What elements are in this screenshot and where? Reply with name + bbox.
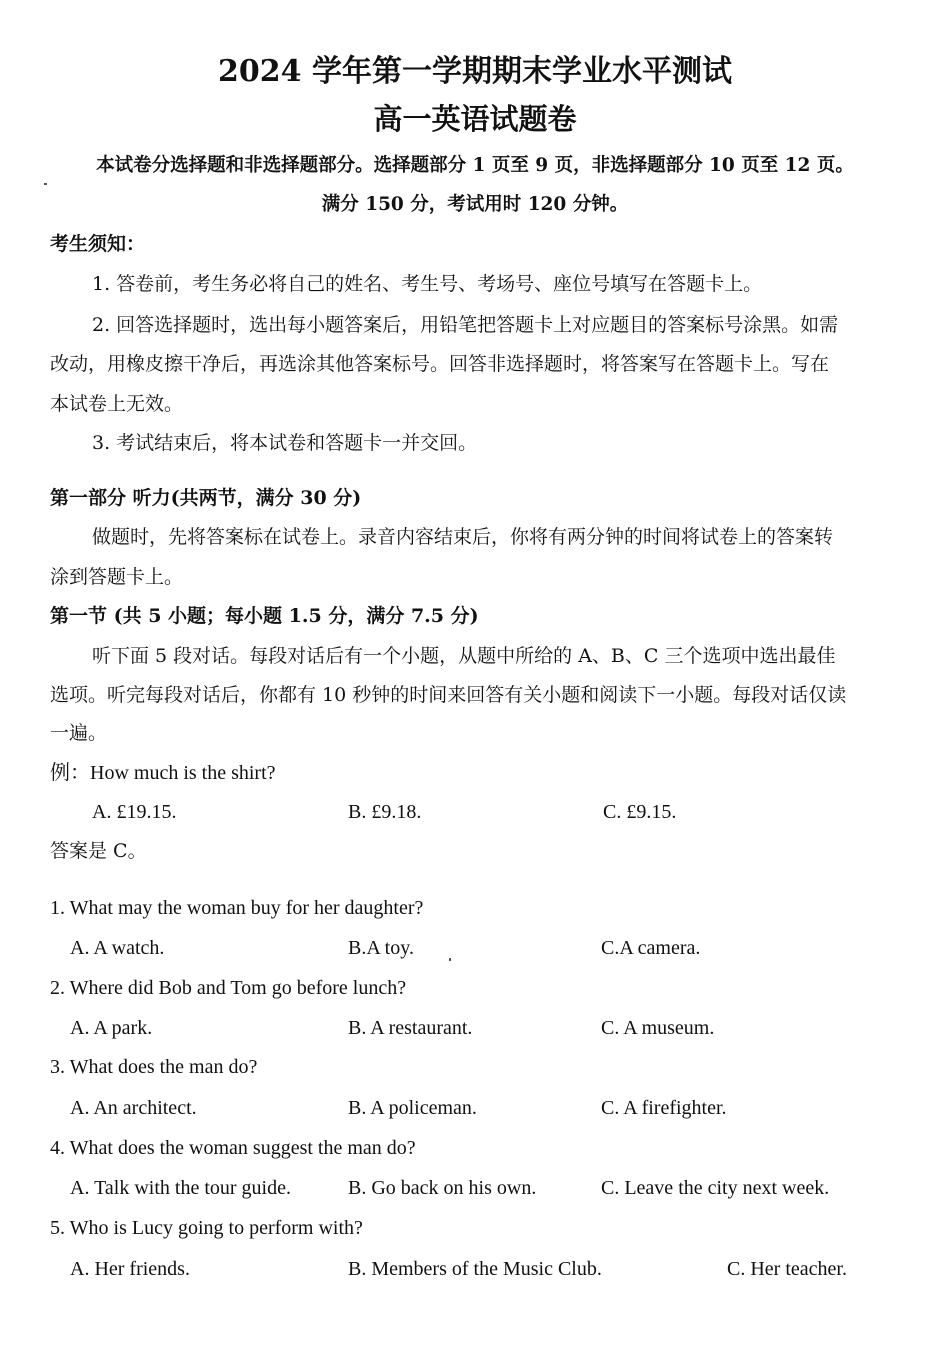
- question-1-option-b: B.A toy.: [348, 937, 414, 959]
- question-1-option-a: A. A watch.: [70, 937, 165, 959]
- notice-item-1: 1. 答卷前，考生务必将自己的姓名、考生号、考场号、座位号填写在答题卡上。: [92, 273, 763, 295]
- question-4-option-c: C. Leave the city next week.: [601, 1177, 830, 1199]
- notice-heading: 考生须知：: [50, 233, 146, 255]
- question-5-option-a: A. Her friends.: [70, 1258, 190, 1280]
- intro-line-1: 本试卷分选择题和非选择题部分。选择题部分 1 页至 9 页，非选择题部分 10 页至 12 页。: [96, 155, 854, 176]
- question-5-option-c: C. Her teacher.: [727, 1258, 847, 1280]
- example-option-a: A. £19.15.: [92, 801, 177, 823]
- question-4-option-a: A. Talk with the tour guide.: [70, 1177, 291, 1199]
- example-answer: 答案是 C。: [50, 840, 147, 862]
- intro-line-2: 满分 150 分，考试用时 120 分钟。: [321, 194, 629, 215]
- example-option-c: C. £9.15.: [603, 801, 677, 823]
- notice-item-2-line-2: 改动，用橡皮擦干净后，再选涂其他答案标号。回答非选择题时，将答案写在答题卡上。写在: [50, 353, 830, 375]
- question-3-option-a: A. An architect.: [70, 1097, 197, 1119]
- question-1: 1. What may the woman buy for her daughter?: [50, 897, 424, 919]
- question-5: 5. Who is Lucy going to perform with?: [50, 1217, 363, 1239]
- question-2: 2. Where did Bob and Tom go before lunch?: [50, 977, 407, 999]
- section1-instruction-line-3: 一遍。: [50, 722, 108, 744]
- notice-item-2-line-1: 2. 回答选择题时，选出每小题答案后，用铅笔把答题卡上对应题目的答案标号涂黑。如需: [92, 314, 839, 336]
- exam-title: 2024 学年第一学期期末学业水平测试: [218, 54, 732, 89]
- question-2-option-a: A. A park.: [70, 1017, 153, 1039]
- question-3-option-c: C. A firefighter.: [601, 1097, 727, 1119]
- question-3-option-b: B. A policeman.: [348, 1097, 477, 1119]
- example-option-b: B. £9.18.: [348, 801, 422, 823]
- question-2-option-b: B. A restaurant.: [348, 1017, 473, 1039]
- question-5-option-b: B. Members of the Music Club.: [348, 1258, 602, 1280]
- part1-heading: 第一部分 听力(共两节，满分 30 分): [50, 487, 362, 509]
- notice-item-3: 3. 考试结束后，将本试卷和答题卡一并交回。: [92, 432, 478, 454]
- part1-instruction-line-1: 做题时，先将答案标在试卷上。录音内容结束后，你将有两分钟的时间将试卷上的答案转: [92, 526, 834, 548]
- question-4-option-b: B. Go back on his own.: [348, 1177, 537, 1199]
- notice-item-2-line-3: 本试卷上无效。: [50, 393, 184, 415]
- question-1-option-c: C.A camera.: [601, 937, 701, 959]
- section1-heading: 第一节 (共 5 小题；每小题 1.5 分，满分 7.5 分): [50, 605, 479, 627]
- section1-instruction-line-2: 选项。听完每段对话后，你都有 10 秒钟的时间来回答有关小题和阅读下一小题。每段对话仅读: [50, 684, 847, 706]
- question-2-option-c: C. A museum.: [601, 1017, 715, 1039]
- example-question: 例：How much is the shirt?: [50, 762, 276, 784]
- section1-instruction-line-1: 听下面 5 段对话。每段对话后有一个小题，从题中所给的 A、B、C 三个选项中选出最佳: [92, 645, 836, 667]
- scan-speck: [44, 183, 47, 185]
- exam-subtitle: 高一英语试题卷: [373, 102, 577, 136]
- question-4: 4. What does the woman suggest the man do?: [50, 1137, 416, 1159]
- part1-instruction-line-2: 涂到答题卡上。: [50, 566, 184, 588]
- scan-speck: [449, 958, 451, 961]
- question-3: 3. What does the man do?: [50, 1056, 258, 1078]
